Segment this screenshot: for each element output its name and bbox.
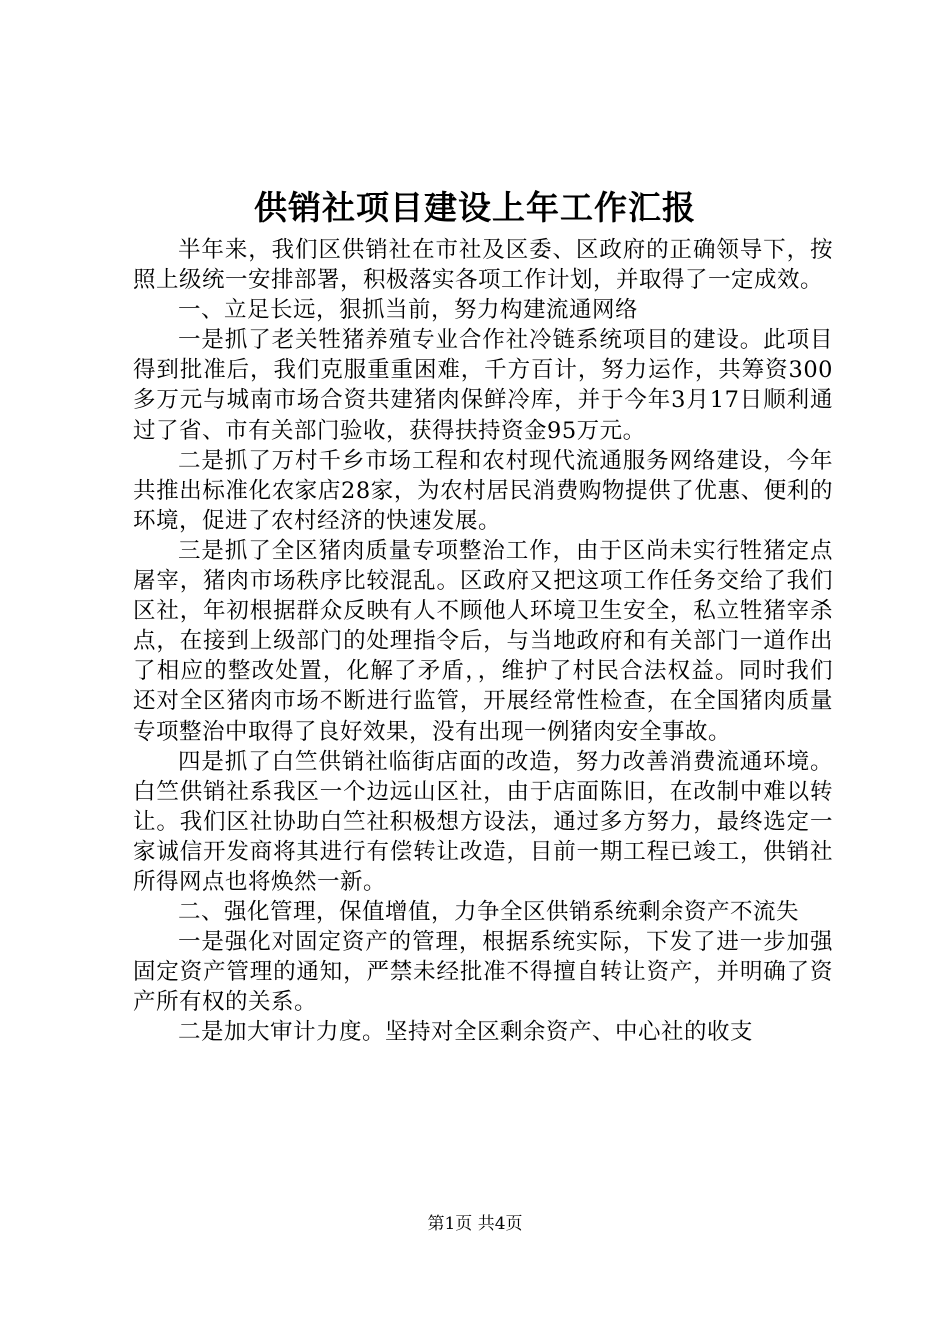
section-heading-1: 一、立足长远，狠抓当前，努力构建流通网络	[178, 297, 639, 324]
paragraph-item-4: 四是抓了白竺供销社临街店面的改造，努力改善消费流通环境。白竺供销社系我区一个边远山区社，由于店面陈旧，在改制中难以转让。我们区社协助白竺社积极想方设法，通过多方努力，最终选定一家诚信开发商将其进行有偿转让改造，目前一期工程已竣工，供销社所得网点也将焕然一新。	[133, 748, 833, 895]
paragraph-item-6: 二是加大审计力度。坚持对全区剩余资产、中心社的收支	[178, 1019, 754, 1046]
page-number-footer: 第1页 共4页	[427, 1214, 523, 1234]
paragraph-intro: 半年来，我们区供销社在市社及区委、区政府的正确领导下，按照上级统一安排部署，积极落实各项工作计划，并取得了一定成效。	[133, 237, 833, 294]
paragraph-item-2: 二是抓了万村千乡市场工程和农村现代流通服务网络建设，今年共推出标准化农家店28家，为农村居民消费购物提供了优惠、便利的环境，促进了农村经济的快速发展。	[133, 447, 833, 534]
paragraph-item-5: 一是强化对固定资产的管理，根据系统实际，下发了进一步加强固定资产管理的通知，严禁未经批准不得擅自转让资产，并明确了资产所有权的关系。	[133, 929, 833, 1016]
paragraph-item-1: 一是抓了老关牲猪养殖专业合作社冷链系统项目的建设。此项目得到批准后，我们克服重重困难，千方百计，努力运作，共筹资300多万元与城南市场合资共建猪肉保鲜冷库，并于今年3月17日顺利通过了省、市有关部门验收，获得扶持资金95万元。	[133, 327, 833, 444]
section-heading-2: 二、强化管理，保值增值，力争全区供销系统剩余资产不流失	[178, 899, 800, 926]
paragraph-item-3: 三是抓了全区猪肉质量专项整治工作，由于区尚未实行牲猪定点屠宰，猪肉市场秩序比较混乱。区政府又把这项工作任务交给了我们区社，年初根据群众反映有人不顾他人环境卫生安全，私立牲猪宰杀点，在接到上级部门的处理指令后，与当地政府和有关部门一道作出了相应的整改处置，化解了矛盾，，维护了村民合法权益。同时我们还对全区猪肉市场不断进行监管，开展经常性检查，在全国猪肉质量专项整治中取得了良好效果，没有出现一例猪肉安全事故。	[133, 537, 833, 745]
document-body	[133, 235, 833, 1048]
document-title: 供销社项目建设上年工作汇报	[254, 188, 696, 227]
